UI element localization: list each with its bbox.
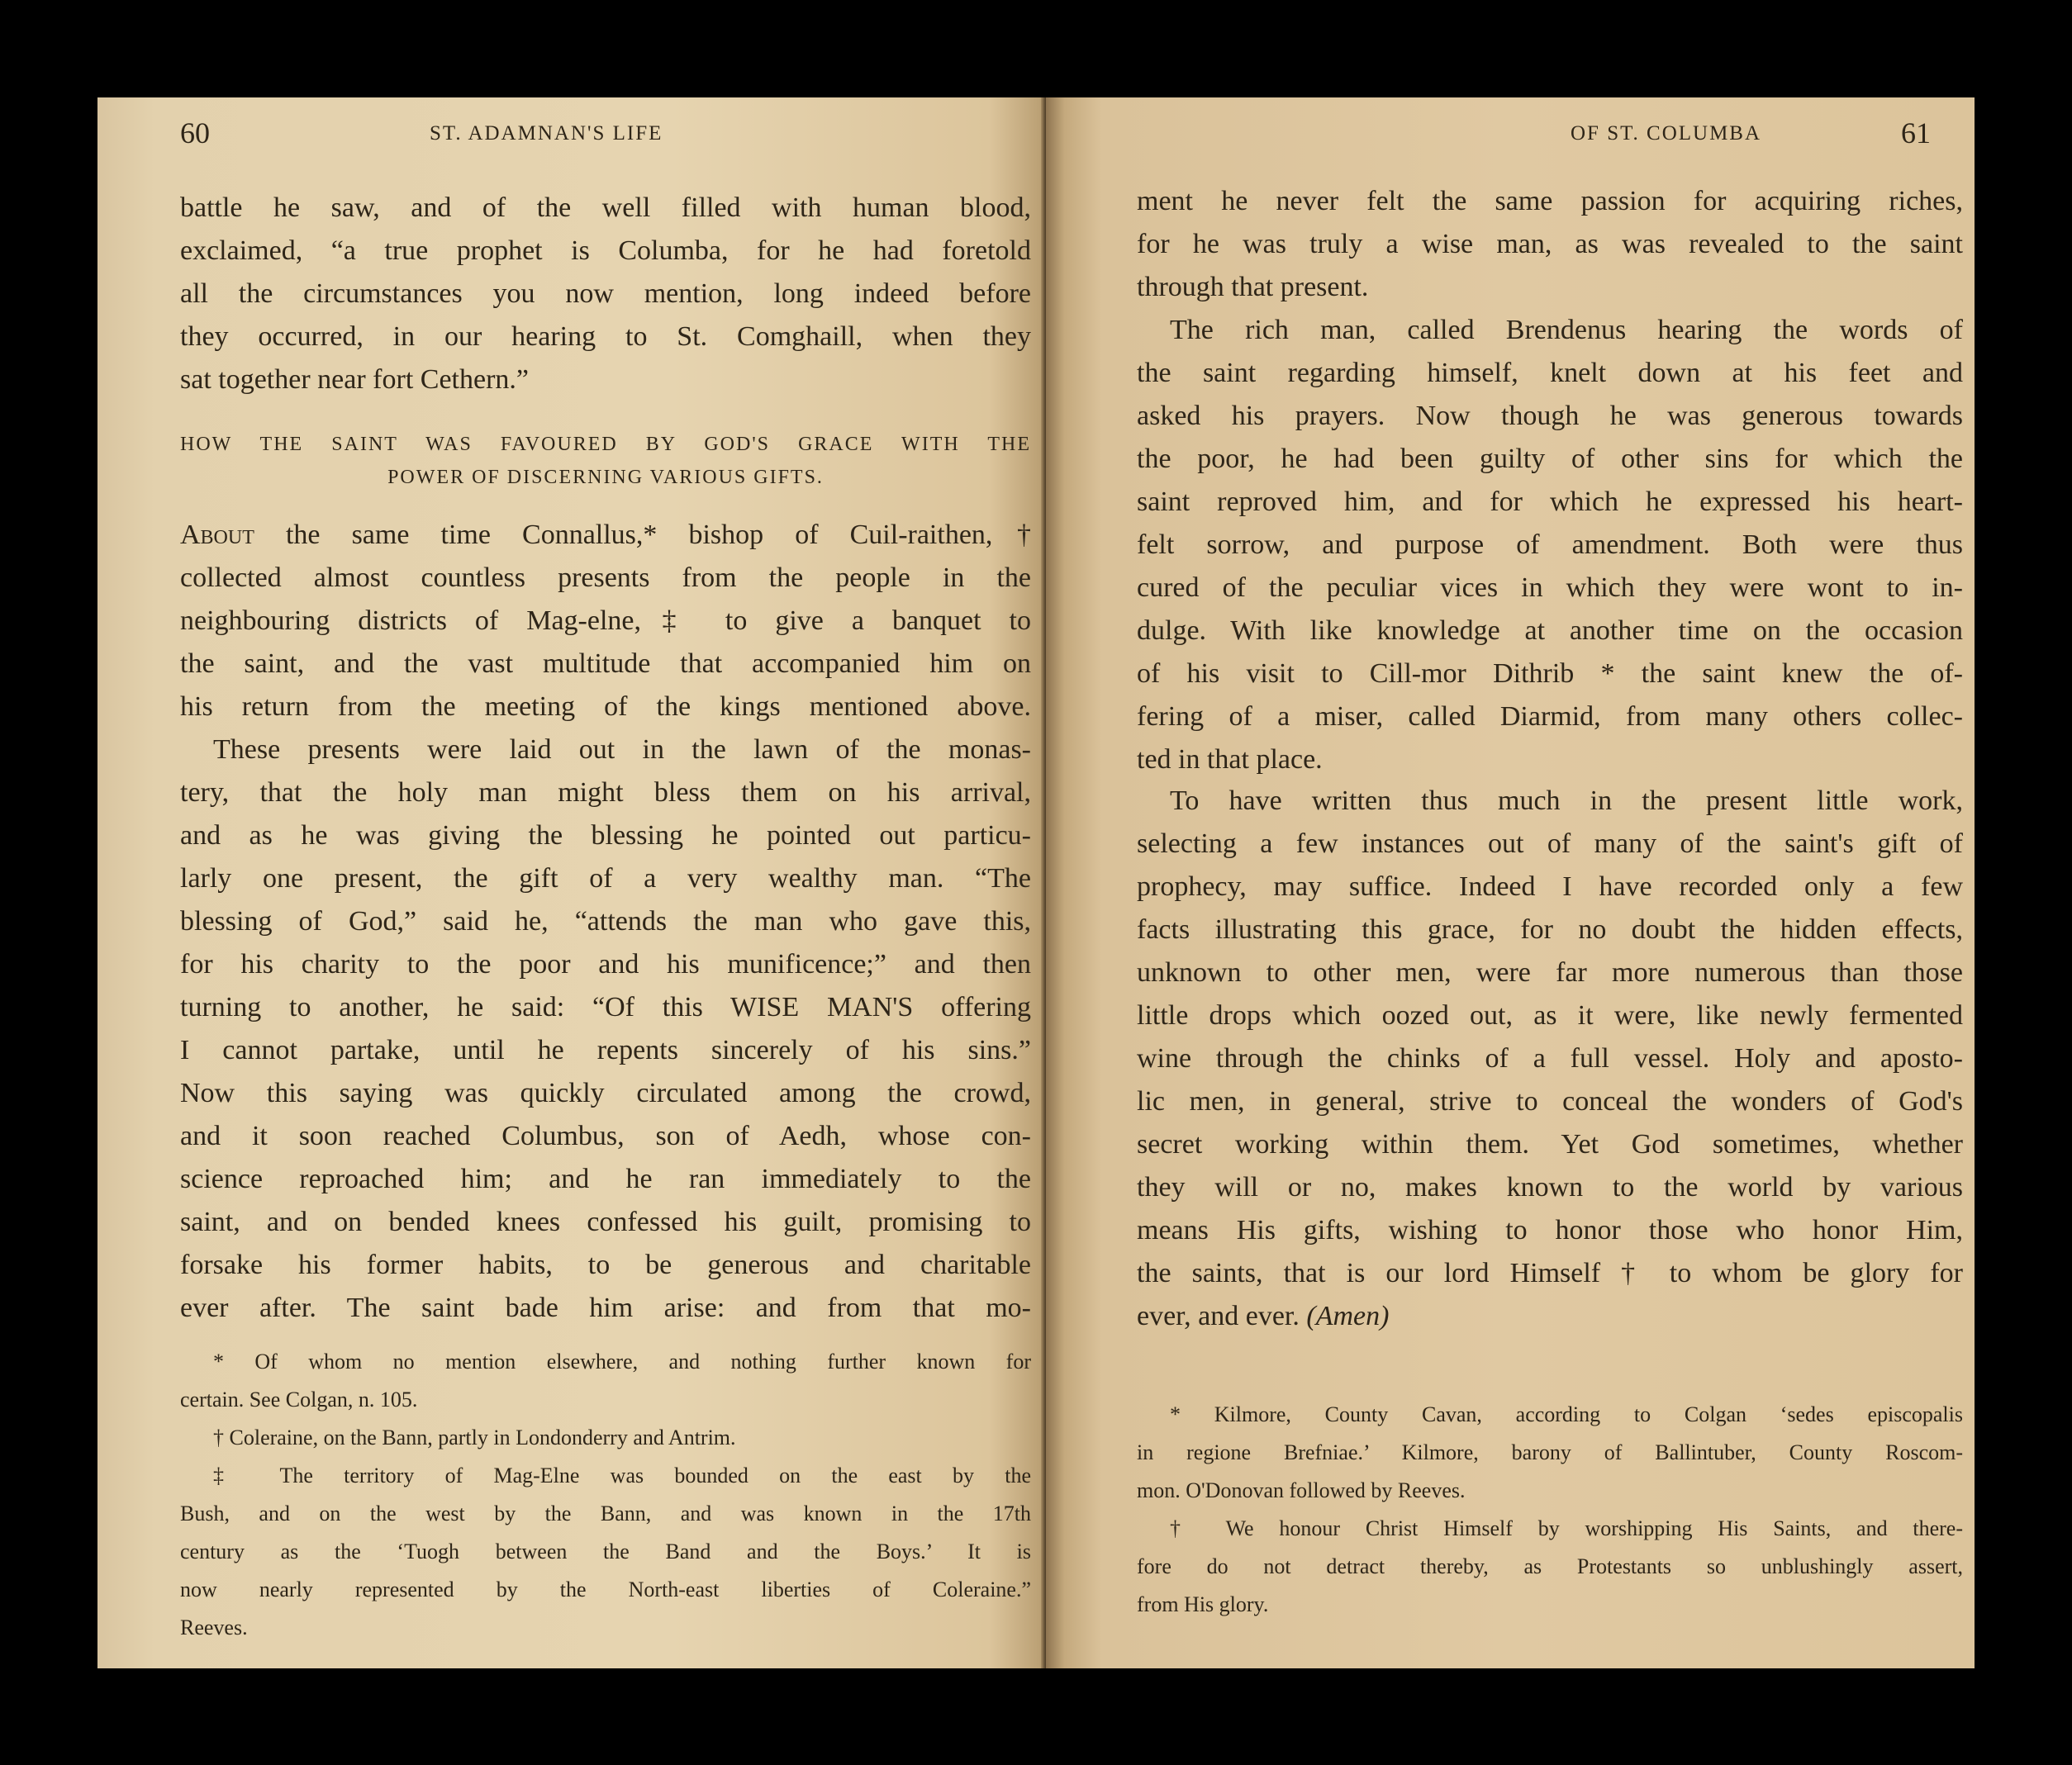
text-line: through that present. (1137, 272, 1369, 302)
text-line: lic men, in general, strive to conceal the wonders of God's (1137, 1086, 1963, 1117)
text-line: The rich man, called Brendenus hearing the words of (1170, 315, 1963, 345)
footnote-line: fore do not detract thereby, as Protestants so unblushingly assert, (1137, 1554, 1963, 1578)
text-line: saint reproved him, and for which he expressed his heart- (1137, 486, 1963, 517)
footnote-line: mon. O'Donovan followed by Reeves. (1137, 1478, 1466, 1502)
right-running-title: OF ST. COLUMBA (1571, 122, 1762, 145)
text-line: they will or no, makes known to the world by various (1137, 1172, 1963, 1203)
text-line: tery, that the holy man might bless them on his arrival, (180, 777, 1031, 808)
right-footnotes (1137, 1396, 1963, 1624)
footnote-line: certain. See Colgan, n. 105. (180, 1388, 418, 1412)
text-line: battle he saw, and of the well filled with human blood, (180, 192, 1031, 223)
text-line: and as he was giving the blessing he pointed out particu- (180, 820, 1031, 851)
text-line: the saint regarding himself, knelt down at his feet and (1137, 358, 1963, 388)
text-line (180, 514, 1031, 557)
left-running-title: ST. ADAMNAN'S LIFE (430, 122, 663, 145)
book-spread (97, 97, 1975, 1668)
text-line: forsake his former habits, to be generous and charitable (180, 1250, 1031, 1280)
heading-line: POWER OF DISCERNING VARIOUS GIFTS. (387, 467, 824, 488)
text-line: little drops which oozed out, as it were, like newly fermented (1137, 1000, 1963, 1031)
left-paragraph-presents (180, 728, 1031, 1330)
text-line: Now this saying was quickly circulated among the crowd, (180, 1078, 1031, 1108)
text-line: and it soon reached Columbus, son of Aedh, whose con- (180, 1121, 1031, 1151)
text-line: turning to another, he said: “Of this WISE MAN'S offering (180, 992, 1031, 1022)
text-line: ted in that place. (1137, 744, 1323, 775)
text-line: neighbouring districts of Mag-elne,‡ to give a banquet to (180, 605, 1031, 636)
text-line: collected almost countless presents from the people in the (180, 562, 1031, 593)
text-line: blessing of God,” said he, “attends the man who gave this, (180, 906, 1031, 937)
footnote-line: Bush, and on the west by the Bann, and was known in the 17th (180, 1502, 1031, 1525)
footnote-line: century as the ‘Tuogh between the Band and the Boys.’ It is (180, 1540, 1031, 1563)
footnote-line: † We honour Christ Himself by worshipping His Saints, and there- (1170, 1516, 1963, 1540)
text-line (1137, 1295, 1963, 1338)
left-page-number: 60 (180, 116, 210, 149)
text-line: his return from the meeting of the kings mentioned above. (180, 691, 1031, 722)
text-line: selecting a few instances out of many of the saint's gift of (1137, 828, 1963, 859)
text-line-start: ever, and ever. (1137, 1301, 1307, 1331)
right-running-head (1046, 116, 1975, 165)
right-paragraph-rich (1137, 309, 1963, 781)
text-line: the saint, and the vast multitude that accompanied him on (180, 648, 1031, 679)
text-line: exclaimed, “a true prophet is Columba, for he had foretold (180, 235, 1031, 266)
footnote-line: † Coleraine, on the Bann, partly in Londonderry and Antrim. (213, 1426, 736, 1449)
text-line: secret working within them. Yet God sometimes, whether (1137, 1129, 1963, 1160)
right-page-number: 61 (1901, 116, 1931, 149)
text-line: the saints, that is our lord Himself † to whom be glory for (1137, 1258, 1963, 1288)
text-line: ever after. The saint bade him arise: and from that mo- (180, 1293, 1031, 1323)
right-paragraph-written (1137, 780, 1963, 1338)
footnote-line: in regione Brefniae.’ Kilmore, barony of Ballintuber, County Roscom- (1137, 1440, 1963, 1464)
text-line: I cannot partake, until he repents sincerely of his sins.” (180, 1035, 1031, 1065)
text-line: fering of a miser, called Diarmid, from many others collec- (1137, 701, 1963, 732)
footnote-line: from His glory. (1137, 1592, 1269, 1616)
left-paragraph-about (180, 514, 1031, 728)
text-line: asked his prayers. Now though he was generous towards (1137, 401, 1963, 431)
left-footnotes (180, 1343, 1031, 1647)
text-line: sat together near fort Cethern.” (180, 364, 529, 395)
right-page (1046, 97, 1975, 1668)
text-line: felt sorrow, and purpose of amendment. Both were thus (1137, 529, 1963, 560)
text-line: unknown to other men, were far more numerous than those (1137, 957, 1963, 988)
chapter-heading (180, 428, 1031, 494)
left-running-head (97, 116, 1046, 165)
heading-line: HOW THE SAINT WAS FAVOURED BY GOD'S GRACE WITH THE (180, 434, 1031, 455)
text-line: all the circumstances you now mention, long indeed before (180, 278, 1031, 309)
text-line: To have written thus much in the present little work, (1170, 785, 1963, 816)
left-paragraph-top (180, 187, 1031, 401)
drop-word: About (180, 520, 254, 550)
text-line: for he was truly a wise man, as was revealed to the saint (1137, 229, 1963, 259)
footnote-line: * Of whom no mention elsewhere, and nothing further known for (213, 1350, 1031, 1374)
text-line: These presents were laid out in the lawn of the monas- (213, 734, 1031, 765)
text-line: saint, and on bended knees confessed his guilt, promising to (180, 1207, 1031, 1237)
amen-text: (Amen) (1306, 1301, 1390, 1331)
text-line: larly one present, the gift of a very wealthy man. “The (180, 863, 1031, 894)
text-line: of his visit to Cill-mor Dithrib * the saint knew the of- (1137, 658, 1963, 689)
text-line-rest: the same time Connallus,* bishop of Cuil-raithen,† (254, 520, 1031, 550)
left-page (97, 97, 1046, 1668)
text-line: facts illustrating this grace, for no doubt the hidden effects, (1137, 914, 1963, 945)
text-line: means His gifts, wishing to honor those who honor Him, (1137, 1215, 1963, 1245)
footnote-line: now nearly represented by the North-east liberties of Coleraine.” (180, 1578, 1031, 1601)
text-line: dulge. With like knowledge at another time on the occasion (1137, 615, 1963, 646)
footnote-line: ‡ The territory of Mag-Elne was bounded on the east by the (213, 1464, 1031, 1487)
text-line: for his charity to the poor and his munificence;” and then (180, 949, 1031, 980)
footnote-line: * Kilmore, County Cavan, according to Colgan ‘sedes episcopalis (1170, 1402, 1963, 1426)
text-line: prophecy, may suffice. Indeed I have recorded only a few (1137, 871, 1963, 902)
text-line: cured of the peculiar vices in which they were wont to in- (1137, 572, 1963, 603)
text-line: science reproached him; and he ran immediately to the (180, 1164, 1031, 1194)
text-line: wine through the chinks of a full vessel. Holy and aposto- (1137, 1043, 1963, 1074)
text-line: ment he never felt the same passion for acquiring riches, (1137, 186, 1963, 216)
text-line: the poor, he had been guilty of other sins for which the (1137, 444, 1963, 474)
footnote-line: Reeves. (180, 1616, 248, 1639)
right-paragraph-cont (1137, 180, 1963, 309)
text-line: they occurred, in our hearing to St. Comghaill, when they (180, 321, 1031, 352)
